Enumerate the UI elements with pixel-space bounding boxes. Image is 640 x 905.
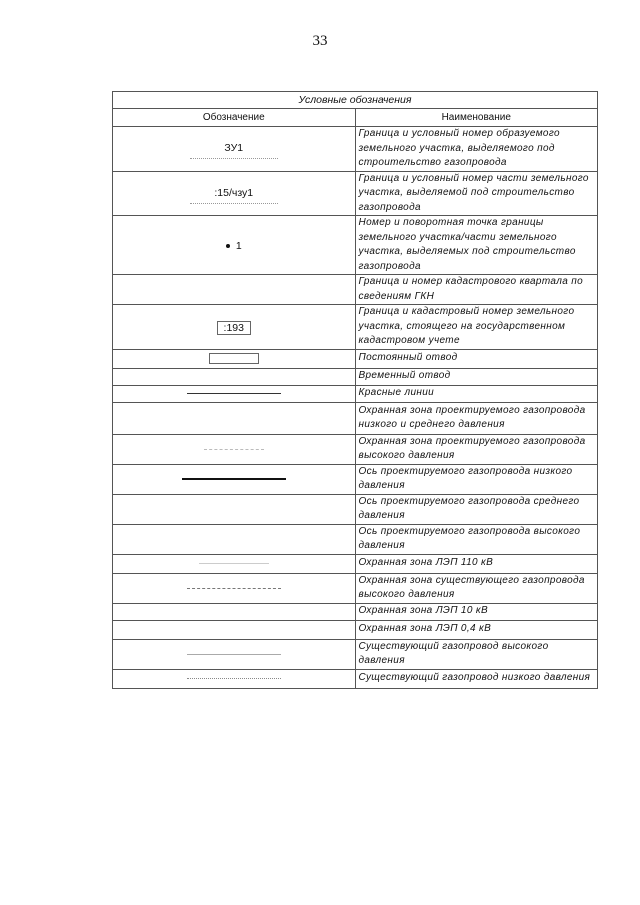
symbol-cell [113,305,356,350]
symbol-cell [113,494,356,524]
symbol-label: 1 [235,240,242,252]
header-symbol: Обозначение [113,109,356,127]
legend-table [112,91,598,689]
symbol-cell [113,603,356,620]
row-name: Охранная зона ЛЭП 0,4 кВ [355,620,598,639]
part-boundary-dotted-line [190,203,278,204]
symbol-cell [113,216,356,275]
header-name: Наименование [355,109,598,127]
row-name: Граница и кадастровый номер земельного участка, стоящего на государственном кадастровом учете [355,305,598,350]
row-name: Ось проектируемого газопровода среднего давления [355,494,598,524]
symbol-cell [113,368,356,385]
red-line-icon [187,393,281,394]
row-name: Существующий газопровод высокого давления [355,639,598,669]
table-row [113,524,598,554]
symbol-cell [113,171,356,216]
symbol-label: :193 [217,321,251,335]
symbol-label: :15/чзу1 [214,186,254,199]
row-name: Охранная зона ЛЭП 10 кВ [355,603,598,620]
low-pressure-axis-line-icon [182,478,286,480]
symbol-cell [113,669,356,688]
boundary-dotted-line [190,158,278,159]
symbol-cell [113,349,356,368]
symbol-cell [113,385,356,402]
row-name: Охранная зона проектируемого газопровода низкого и среднего давления [355,402,598,434]
row-name: Охранная зона проектируемого газопровода высокого давления [355,434,598,464]
table-row [113,305,598,350]
row-name: Граница и условный номер части земельного участка, выделяемой под строительство газопровода [355,171,598,216]
legend-title-row [113,92,598,109]
row-name: Ось проектируемого газопровода низкого давления [355,464,598,494]
table-row [113,368,598,385]
table-row [113,385,598,402]
legend-header-row [113,109,598,127]
symbol-cell [113,127,356,172]
permanent-allotment-rect-icon [209,353,259,364]
row-name: Охранная зона существующего газопровода высокого давления [355,573,598,603]
table-row [113,275,598,305]
row-name: Охранная зона ЛЭП 110 кВ [355,554,598,573]
row-name: Номер и поворотная точка границы земельного участка/части земельного участка, выделяемых под строительство газопровода [355,216,598,275]
symbol-cell [113,554,356,573]
table-row [113,171,598,216]
table-row [113,216,598,275]
row-name: Ось проектируемого газопровода высокого давления [355,524,598,554]
row-name: Граница и условный номер образуемого земельного участка, выделяемого под строительство газопровода [355,127,598,172]
row-name: Существующий газопровод низкого давления [355,669,598,688]
symbol-cell [113,402,356,434]
legend-title: Условные обозначения [113,92,598,109]
symbol-cell [113,639,356,669]
row-name: Граница и номер кадастрового квартала по сведениям ГКН [355,275,598,305]
table-row [113,573,598,603]
table-row [113,402,598,434]
row-name: Временный отвод [355,368,598,385]
row-name: Постоянный отвод [355,349,598,368]
table-row [113,464,598,494]
table-row [113,639,598,669]
symbol-label: ЗУ1 [224,142,244,155]
symbol-cell [113,620,356,639]
table-row [113,603,598,620]
table-row [113,554,598,573]
table-row [113,434,598,464]
table-row [113,669,598,688]
table-row [113,349,598,368]
table-row [113,494,598,524]
high-pressure-zone-line-icon [204,449,264,450]
existing-low-pressure-pipeline-icon [187,678,281,679]
symbol-cell [113,524,356,554]
existing-high-pressure-zone-line-icon [187,588,281,589]
symbol-cell [113,434,356,464]
table-row [113,127,598,172]
power-line-110-zone-icon [199,563,269,564]
table-row [113,620,598,639]
symbol-cell [113,573,356,603]
symbol-cell [113,275,356,305]
turning-point-dot-icon [226,244,230,248]
existing-high-pressure-pipeline-icon [187,654,281,655]
page-number: 33 [312,33,328,49]
row-name: Красные линии [355,385,598,402]
symbol-cell [113,464,356,494]
